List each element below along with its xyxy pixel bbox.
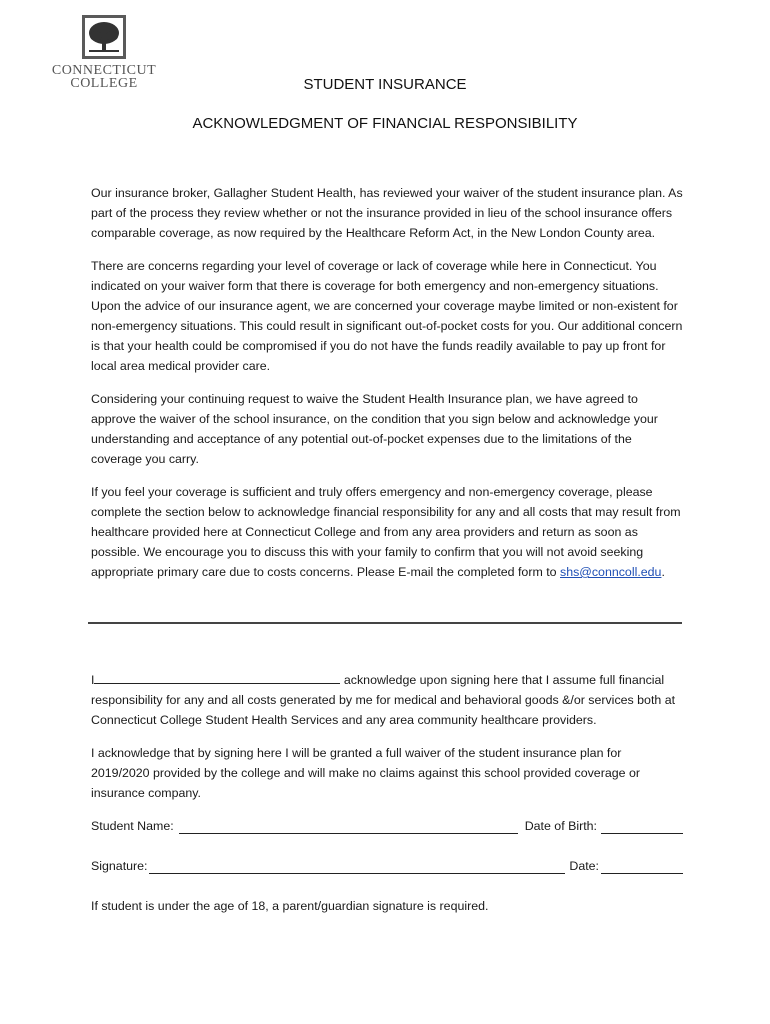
date-label: Date:: [569, 859, 599, 873]
signature-field[interactable]: [149, 859, 565, 874]
paragraph-2: There are concerns regarding your level of coverage or lack of coverage while here in Connecticut. You indicated on your waiver form that there is coverage for both emergency and non-emergency situations. Upon the advice of our insurance agent, we are concerned your coverage maybe limited or non-existent for non-emergency situations. This could result in significant out-of-pocket costs for you. Our additional concern is that your health could be compromised if you do not have the funds readily available to pay up front for local area medical provider care.: [91, 259, 683, 373]
paragraph-3: Considering your continuing request to waive the Student Health Insurance plan, we have agreed to approve the waiver of the school insurance, on the condition that you sign below and acknowledge your understanding and acceptance of any potential out-of-pocket expenses due to the limitations of the coverage you carry.: [91, 392, 658, 466]
email-suffix: .: [661, 565, 665, 579]
section-divider: [88, 622, 682, 624]
paragraph-4-text: If you feel your coverage is sufficient and truly offers emergency and non-emergency coverage, please complete the section below to acknowledge financial responsibility for any and all costs that may result from healthcare provided here at Connecticut College and from any area providers and return as soon as possible. We encourage you to discuss this with your family to confirm that you will not avoid seeking appropriate primary care due to costs concerns. Please E-mail the completed form to: [91, 485, 681, 579]
ack-prefix: I: [91, 673, 95, 687]
student-name-row: [91, 816, 683, 836]
signature-row: [91, 856, 683, 876]
paragraph-1: Our insurance broker, Gallagher Student Health, has reviewed your waiver of the student insurance plan. As part of the process they review whether or not the insurance provided in lieu of the school insurance offers comparable coverage, as now required by the Healthcare Reform Act, in the New London County area.: [91, 186, 683, 240]
email-link[interactable]: shs@conncoll.edu: [560, 565, 662, 579]
dob-label: Date of Birth:: [524, 819, 597, 833]
document-title: STUDENT INSURANCE: [303, 76, 467, 93]
guardian-note: If student is under the age of 18, a parent/guardian signature is required.: [91, 899, 489, 913]
acknowledgment-paragraph-2: I acknowledge that by signing here I will be granted a full waiver of the student insurance plan for 2019/2020 provided by the college and will make no claims against this school provided coverage or insurance company.: [91, 746, 640, 800]
dob-field[interactable]: [601, 819, 683, 834]
tree-seal-icon: [81, 14, 127, 60]
logo-line-1: CONNECTICUT: [51, 63, 157, 78]
document-subtitle: ACKNOWLEDGMENT OF FINANCIAL RESPONSIBILITY: [192, 115, 578, 132]
logo-line-2: COLLEGE: [70, 76, 138, 91]
student-name-field[interactable]: [179, 819, 518, 834]
student-name-label: Student Name:: [91, 819, 174, 833]
signature-label: Signature:: [91, 859, 148, 873]
acknowledgment-section: [91, 669, 683, 929]
acknowledgment-paragraph-1: [91, 669, 683, 730]
paragraph-4: [91, 482, 683, 582]
date-field[interactable]: [601, 859, 683, 874]
ack-text-1: acknowledge upon signing here that I assume full financial responsibility for any and all costs generated by me for medical and behavioral goods &/or services both at Connecticut College Student Health Services and any area community healthcare providers.: [91, 673, 676, 727]
letter-body: [91, 183, 683, 595]
name-blank-line[interactable]: [94, 669, 340, 684]
